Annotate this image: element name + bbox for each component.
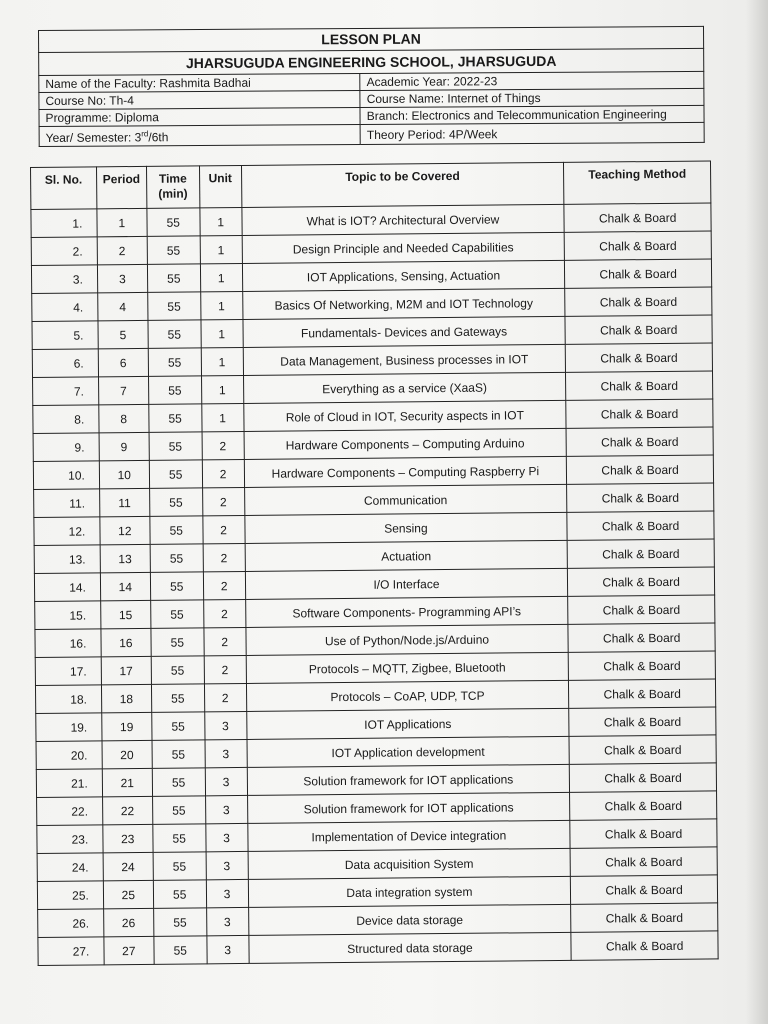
period-cell: 25 (103, 880, 153, 908)
topic-cell: Hardware Components – Computing Arduino (244, 428, 567, 459)
teaching-method-cell: Chalk & Board (564, 231, 711, 260)
period-cell: 1 (97, 208, 147, 236)
topic-cell: Implementation of Device integration (247, 820, 570, 851)
unit-cell: 3 (207, 935, 249, 963)
period-cell: 4 (98, 292, 148, 320)
period-cell: 9 (99, 432, 149, 460)
time-cell: 55 (147, 208, 200, 237)
programme: Programme: Diploma (39, 108, 360, 127)
unit-cell: 3 (206, 851, 248, 879)
sl-no-cell: 16. (35, 629, 101, 658)
teaching-method-cell: Chalk & Board (564, 203, 711, 232)
time-cell: 55 (148, 348, 201, 377)
period-cell: 14 (100, 572, 150, 600)
topic-cell: Actuation (245, 540, 568, 571)
sl-no-cell: 14. (34, 573, 100, 602)
period-cell: 26 (103, 908, 153, 936)
topic-cell: Basics Of Networking, M2M and IOT Technology (242, 288, 565, 319)
topic-cell: Software Components- Programming API’s (245, 596, 568, 627)
topic-cell: Solution framework for IOT applications (247, 792, 570, 823)
col-header-unit: Unit (199, 165, 241, 207)
unit-cell: 3 (205, 739, 247, 767)
teaching-method-cell: Chalk & Board (567, 539, 714, 568)
theory-period: Theory Period: 4P/Week (360, 122, 704, 144)
unit-cell: 1 (201, 403, 243, 431)
sl-no-cell: 5. (32, 321, 98, 350)
topic-cell: Data integration system (248, 876, 571, 907)
period-cell: 7 (98, 376, 148, 404)
sl-no-cell: 20. (36, 741, 102, 770)
sl-no-cell: 6. (32, 349, 98, 378)
document-title: LESSON PLAN (39, 26, 704, 52)
sl-no-cell: 19. (36, 713, 102, 742)
unit-cell: 3 (204, 711, 246, 739)
unit-cell: 3 (205, 767, 247, 795)
topic-cell: Design Principle and Needed Capabilities (242, 232, 565, 263)
teaching-method-cell: Chalk & Board (567, 455, 714, 484)
time-cell: 55 (149, 488, 202, 517)
unit-cell: 1 (200, 207, 242, 235)
sl-no-cell: 12. (34, 517, 100, 546)
unit-cell: 3 (206, 907, 248, 935)
year-semester-superscript: rd (141, 129, 149, 139)
period-cell: 13 (100, 544, 150, 572)
time-cell: 55 (148, 376, 201, 405)
teaching-method-cell: Chalk & Board (568, 651, 715, 680)
unit-cell: 1 (200, 291, 242, 319)
period-cell: 2 (97, 236, 147, 264)
sl-no-cell: 15. (35, 601, 101, 630)
time-cell: 55 (153, 852, 206, 881)
branch: Branch: Electronics and Telecommunication Engineering (360, 105, 704, 124)
period-cell: 24 (103, 852, 153, 880)
topic-cell: Use of Python/Node.js/Arduino (245, 624, 568, 655)
sl-no-cell: 25. (37, 881, 103, 910)
lesson-plan-header (38, 26, 705, 147)
teaching-method-cell: Chalk & Board (571, 931, 718, 960)
year-semester-prefix: Year/ Semester: 3 (45, 130, 142, 145)
teaching-method-cell: Chalk & Board (565, 287, 712, 316)
topic-cell: Sensing (244, 512, 567, 543)
teaching-method-cell: Chalk & Board (569, 707, 716, 736)
period-cell: 15 (100, 600, 150, 628)
unit-cell: 2 (204, 627, 246, 655)
time-cell: 55 (151, 656, 204, 685)
period-cell: 17 (101, 656, 151, 684)
period-cell: 20 (102, 740, 152, 768)
sl-no-cell: 1. (31, 209, 97, 238)
sl-no-cell: 2. (31, 237, 97, 266)
teaching-method-cell: Chalk & Board (570, 847, 717, 876)
period-cell: 23 (103, 824, 153, 852)
school-name: JHARSUGUDA ENGINEERING SCHOOL, JHARSUGUDA (39, 48, 704, 75)
teaching-method-cell: Chalk & Board (568, 623, 715, 652)
topic-cell: Hardware Components – Computing Raspberry Pi (244, 456, 567, 487)
unit-cell: 3 (205, 795, 247, 823)
unit-cell: 3 (206, 879, 248, 907)
time-cell: 55 (149, 404, 202, 433)
teaching-method-cell: Chalk & Board (567, 511, 714, 540)
time-cell: 55 (149, 432, 202, 461)
topic-cell: Communication (244, 484, 567, 515)
teaching-method-cell: Chalk & Board (566, 371, 713, 400)
teaching-method-cell: Chalk & Board (570, 791, 717, 820)
unit-cell: 2 (203, 543, 245, 571)
teaching-method-cell: Chalk & Board (566, 399, 713, 428)
sl-no-cell: 21. (36, 769, 102, 798)
period-cell: 8 (99, 404, 149, 432)
period-cell: 18 (101, 684, 151, 712)
sl-no-cell: 27. (38, 937, 104, 966)
topic-cell: Solution framework for IOT applications (247, 764, 570, 795)
time-cell: 55 (151, 684, 204, 713)
topic-cell: What is IOT? Architectural Overview (241, 204, 564, 235)
unit-cell: 2 (202, 487, 244, 515)
unit-cell: 1 (201, 319, 243, 347)
sl-no-cell: 3. (31, 265, 97, 294)
time-cell: 55 (153, 880, 206, 909)
time-cell: 55 (147, 264, 200, 293)
teaching-method-cell: Chalk & Board (567, 483, 714, 512)
teaching-method-cell: Chalk & Board (565, 315, 712, 344)
time-cell: 55 (152, 712, 205, 741)
course-name: Course Name: Internet of Things (360, 88, 704, 107)
teaching-method-cell: Chalk & Board (568, 595, 715, 624)
course-number: Course No: Th-4 (39, 91, 360, 110)
topic-cell: Device data storage (248, 904, 571, 935)
time-cell: 55 (152, 768, 205, 797)
topic-cell: IOT Applications, Sensing, Actuation (242, 260, 565, 291)
table-header-row (31, 161, 711, 210)
period-cell: 21 (102, 768, 152, 796)
time-cell: 55 (151, 628, 204, 657)
faculty-name: Name of the Faculty: Rashmita Badhai (39, 74, 360, 93)
col-header-sl-no: Sl. No. (31, 167, 97, 210)
sl-no-cell: 8. (33, 405, 99, 434)
time-cell: 55 (153, 908, 206, 937)
unit-cell: 1 (201, 347, 243, 375)
lesson-schedule-table (30, 160, 719, 966)
sl-no-cell: 24. (37, 853, 103, 882)
sl-no-cell: 13. (34, 545, 100, 574)
unit-cell: 2 (203, 599, 245, 627)
table-row (38, 931, 718, 966)
sl-no-cell: 7. (33, 377, 99, 406)
sl-no-cell: 17. (35, 657, 101, 686)
period-cell: 22 (102, 796, 152, 824)
topic-cell: Everything as a service (XaaS) (243, 372, 566, 403)
topic-cell: Data Management, Business processes in IOT (243, 344, 566, 375)
period-cell: 12 (100, 516, 150, 544)
teaching-method-cell: Chalk & Board (566, 427, 713, 456)
time-cell: 55 (149, 460, 202, 489)
time-cell: 55 (150, 516, 203, 545)
period-cell: 3 (97, 264, 147, 292)
topic-cell: Protocols – CoAP, UDP, TCP (246, 680, 569, 711)
unit-cell: 2 (203, 515, 245, 543)
time-cell: 55 (150, 544, 203, 573)
unit-cell: 1 (201, 375, 243, 403)
topic-cell: IOT Application development (247, 736, 570, 767)
unit-cell: 1 (200, 235, 242, 263)
period-cell: 10 (99, 460, 149, 488)
sl-no-cell: 11. (34, 489, 100, 518)
topic-cell: IOT Applications (246, 708, 569, 739)
time-cell: 55 (152, 796, 205, 825)
academic-year: Academic Year: 2022-23 (360, 71, 704, 90)
unit-cell: 3 (205, 823, 247, 851)
col-header-teaching-method: Teaching Method (564, 161, 711, 204)
sl-no-cell: 26. (38, 909, 104, 938)
teaching-method-cell: Chalk & Board (569, 735, 716, 764)
teaching-method-cell: Chalk & Board (571, 903, 718, 932)
time-cell: 55 (148, 320, 201, 349)
time-cell: 55 (150, 600, 203, 629)
unit-cell: 2 (204, 683, 246, 711)
unit-cell: 2 (202, 431, 244, 459)
time-cell: 55 (147, 236, 200, 265)
unit-cell: 1 (200, 263, 242, 291)
sl-no-cell: 18. (35, 685, 101, 714)
teaching-method-cell: Chalk & Board (570, 763, 717, 792)
topic-cell: Data acquisition System (248, 848, 571, 879)
teaching-method-cell: Chalk & Board (565, 259, 712, 288)
topic-cell: Protocols – MQTT, Zigbee, Bluetooth (246, 652, 569, 683)
time-cell: 55 (154, 936, 207, 965)
topic-cell: Structured data storage (248, 932, 571, 963)
sl-no-cell: 9. (33, 433, 99, 462)
time-cell: 55 (147, 292, 200, 321)
sl-no-cell: 23. (37, 825, 103, 854)
sl-no-cell: 22. (37, 797, 103, 826)
topic-cell: Role of Cloud in IOT, Security aspects in IOT (243, 400, 566, 431)
unit-cell: 2 (202, 459, 244, 487)
teaching-method-cell: Chalk & Board (569, 679, 716, 708)
teaching-method-cell: Chalk & Board (571, 875, 718, 904)
sl-no-cell: 4. (32, 293, 98, 322)
unit-cell: 2 (204, 655, 246, 683)
year-semester (39, 125, 360, 147)
period-cell: 19 (102, 712, 152, 740)
teaching-method-cell: Chalk & Board (566, 343, 713, 372)
year-semester-suffix: /6th (148, 130, 169, 145)
teaching-method-cell: Chalk & Board (568, 567, 715, 596)
time-cell: 55 (153, 824, 206, 853)
period-cell: 27 (104, 936, 154, 964)
topic-cell: Fundamentals- Devices and Gateways (243, 316, 566, 347)
col-header-period: Period (96, 166, 146, 208)
time-cell: 55 (152, 740, 205, 769)
unit-cell: 2 (203, 571, 245, 599)
period-cell: 11 (99, 488, 149, 516)
period-cell: 6 (98, 348, 148, 376)
col-header-time: Time (min) (146, 166, 199, 209)
sl-no-cell: 10. (33, 461, 99, 490)
col-header-topic: Topic to be Covered (241, 162, 564, 207)
page-edge-shadow (746, 0, 768, 1024)
time-cell: 55 (150, 572, 203, 601)
topic-cell: I/O Interface (245, 568, 568, 599)
period-cell: 5 (98, 320, 148, 348)
teaching-method-cell: Chalk & Board (570, 819, 717, 848)
period-cell: 16 (101, 628, 151, 656)
